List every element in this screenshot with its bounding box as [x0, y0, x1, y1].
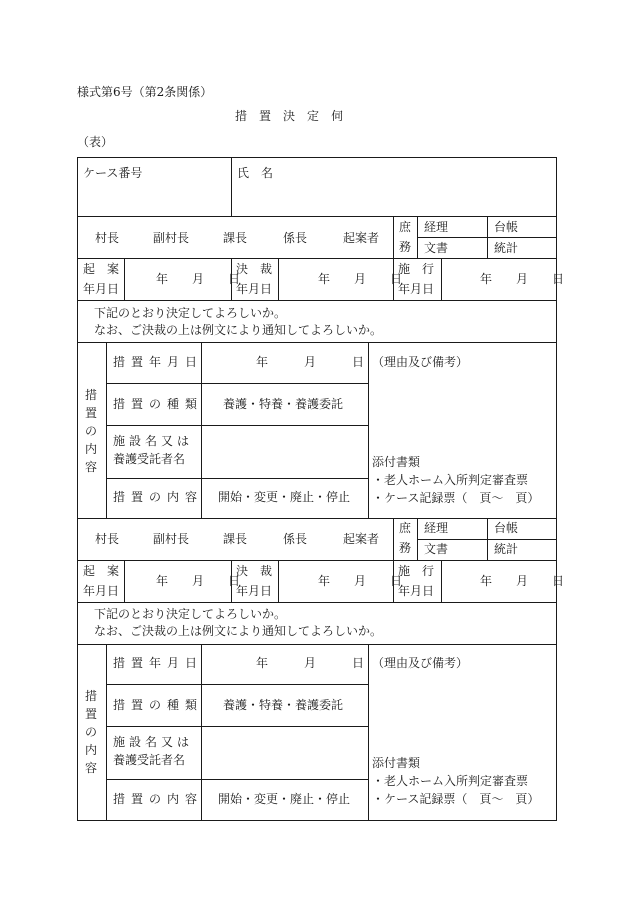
role-fukusonchou: 副村長 — [153, 532, 190, 546]
measure-type-label: 措置の種類 — [113, 397, 204, 411]
kessai-date-label: 決 裁 — [236, 262, 273, 276]
notice-line-1: 下記のとおり決定してよろしいか。 — [94, 306, 287, 320]
shiko-date-label: 施 行 — [398, 262, 435, 276]
attachment-item: ・老人ホーム入所判定審査票 — [372, 774, 529, 788]
shiko-date-label: 年月日 — [398, 282, 435, 296]
role-kiansha: 起案者 — [343, 532, 380, 546]
daicho-label: 台帳 — [494, 521, 519, 535]
attachment-item: ・ケース記録票（ 頁～ 頁） — [372, 491, 540, 505]
kessai-date-value: 年 月 日 — [318, 272, 403, 286]
measures-side-label: 措 置 の 内 容 — [84, 388, 97, 474]
measure-content-value: 開始・変更・廃止・停止 — [218, 490, 351, 504]
measure-date-label: 措置年月日 — [113, 355, 204, 369]
kessai-date-label: 決 裁 — [236, 564, 273, 578]
measures-side-label: 措 置 の 内 容 — [84, 689, 97, 775]
shomu-label: 務 — [399, 240, 412, 254]
keiri-label: 経理 — [424, 220, 449, 234]
kian-date-label: 年月日 — [83, 282, 120, 296]
keiri-label: 経理 — [424, 521, 449, 535]
kessai-date-label: 年月日 — [236, 282, 273, 296]
shomu-label: 庶 — [399, 521, 412, 535]
shomu-label: 務 — [399, 541, 412, 555]
measure-content-label: 措置の内容 — [113, 792, 204, 806]
measure-date-label: 措置年月日 — [113, 656, 204, 670]
bunsho-label: 文書 — [424, 241, 449, 255]
bunsho-label: 文書 — [424, 542, 449, 556]
attachments-title: 添付書類 — [372, 756, 421, 770]
notice-line-1: 下記のとおり決定してよろしいか。 — [94, 607, 287, 621]
kian-date-label: 年月日 — [83, 584, 120, 598]
measure-content-label: 措置の内容 — [113, 490, 204, 504]
role-sonchou: 村長 — [95, 231, 120, 245]
page-side-label: （表） — [77, 135, 114, 149]
kian-date-value: 年 月 日 — [156, 574, 241, 588]
measure-content-value: 開始・変更・廃止・停止 — [218, 792, 351, 806]
shiko-date-value: 年 月 日 — [480, 272, 565, 286]
shiko-date-value: 年 月 日 — [480, 574, 565, 588]
kian-date-label: 起 案 — [83, 262, 120, 276]
page-title: 措 置 決 定 伺 — [235, 109, 344, 123]
daicho-label: 台帳 — [494, 220, 519, 234]
kessai-date-value: 年 月 日 — [318, 574, 403, 588]
measure-type-label: 措置の種類 — [113, 698, 204, 712]
shomu-label: 庶 — [399, 220, 412, 234]
form-number: 様式第6号（第2条関係） — [77, 85, 213, 99]
role-kakarichou: 係長 — [283, 231, 308, 245]
kian-date-label: 起 案 — [83, 564, 120, 578]
notice-line-2: なお、ご決裁の上は例文により通知してよろしいか。 — [94, 624, 383, 638]
measure-date-value: 年 月 日 — [256, 355, 365, 369]
role-sonchou: 村長 — [95, 532, 120, 546]
reason-label: （理由及び備考） — [372, 355, 469, 369]
role-kakarichou: 係長 — [283, 532, 308, 546]
facility-label: 施設名又は — [113, 735, 194, 749]
role-kachou: 課長 — [223, 532, 248, 546]
shiko-date-label: 年月日 — [398, 584, 435, 598]
attachments-title: 添付書類 — [372, 455, 421, 469]
kian-date-value: 年 月 日 — [156, 272, 241, 286]
attachment-item: ・ケース記録票（ 頁～ 頁） — [372, 792, 540, 806]
reason-label: （理由及び備考） — [372, 656, 469, 670]
name-label: 氏 名 — [237, 166, 274, 180]
role-fukusonchou: 副村長 — [153, 231, 190, 245]
tokei-label: 統計 — [494, 241, 519, 255]
role-kiansha: 起案者 — [343, 231, 380, 245]
shiko-date-label: 施 行 — [398, 564, 435, 578]
kessai-date-label: 年月日 — [236, 584, 273, 598]
measure-date-value: 年 月 日 — [256, 656, 365, 670]
facility-label: 養護受託者名 — [113, 452, 186, 466]
facility-label: 養護受託者名 — [113, 753, 186, 767]
facility-label: 施設名又は — [113, 434, 194, 448]
form-frame — [77, 157, 557, 821]
measure-type-value: 養護・特養・養護委託 — [223, 397, 344, 411]
case-number-label: ケース番号 — [83, 166, 143, 180]
tokei-label: 統計 — [494, 542, 519, 556]
attachment-item: ・老人ホーム入所判定審査票 — [372, 473, 529, 487]
role-kachou: 課長 — [223, 231, 248, 245]
notice-line-2: なお、ご決裁の上は例文により通知してよろしいか。 — [94, 323, 383, 337]
measure-type-value: 養護・特養・養護委託 — [223, 698, 344, 712]
